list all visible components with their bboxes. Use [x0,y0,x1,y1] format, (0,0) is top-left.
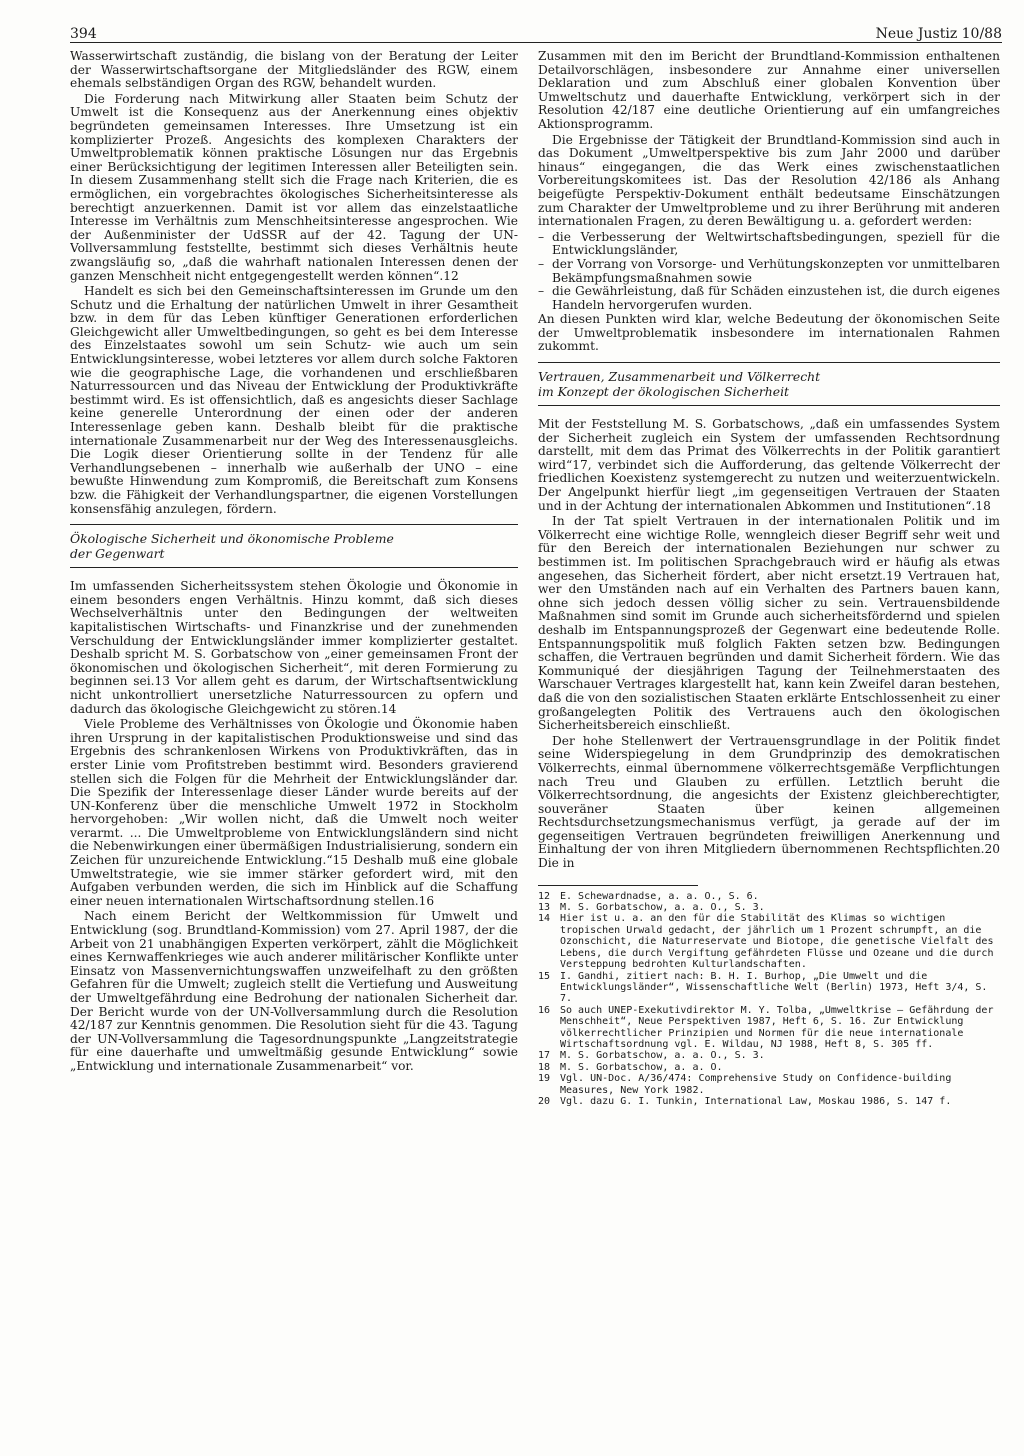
left-column [70,50,518,1442]
section-heading-line: Vertrauen, Zusammenarbeit und Völkerrecht [538,369,821,385]
footnote [538,913,1000,970]
footnote-number: 14 [538,913,551,925]
footnote-divider [538,885,698,886]
footnote-text: M. S. Gorbatschow, a. a. O., S. 3. [560,902,765,914]
footnotes [538,891,1000,1108]
paragraph: Im umfassenden Sicherheitssystem stehen Ökologie und Ökonomie in einem besonders engen Verhältnis. Hinzu kommt, daß sich dieses Wechselverhältnis unter den Bedingungen der weltweiten kapitalistischen Wirtschafts- und Finanzkrise und der zunehmenden Verschuldung der Entwicklungsländer immer komplizierter gestaltet. Deshalb spricht M. S. Gorbatschow von „einer gemeinsamen Front der ökonomischen und ökologischen Sicherheit“, mit deren Formierung zu beginnen sei.13 Vor allem geht es darum, der Wirtschaftsentwicklung nicht unkontrolliert unersetzliche Naturressourcen zu opfern und dadurch das ökologische Gleichgewicht zu stören.14 [70,579,518,716]
paragraph: Wasserwirtschaft zuständig, die bislang von der Beratung der Leiter der Wasserwirtschaftsorgane der Mitgliedsländer des RGW, einem ehemals selbständigen Organ des RGW, behandelt wurden. [70,50,518,91]
footnote [538,902,1000,913]
section-heading-line: im Konzept der ökologischen Sicherheit [538,384,790,400]
section-heading [70,524,518,568]
paragraph: Handelt es sich bei den Gemeinschaftsinteressen im Grunde um den Schutz und die Erhaltung der natürlichen Umwelt in ihrer Gesamtheit bzw. in dem für das Leben künftiger Generationen erforderlichen Gleichgewicht aller Umweltbedingungen, so geht es bei dem Interesse des Einzelstaates sowohl um sein Schutz- wie auch um sein Entwicklungsinteresse, wobei letzteres vor allem durch solche Faktoren wie die geographische Lage, die vorhandenen und erschließbaren Naturressourcen und das Niveau der Entwicklung der Produktivkräfte bestimmt wird. Es ist offensichtlich, daß es angesichts dieser Sachlage keine generelle Unterordnung der einen oder der anderen Interessenlage geben kann. Deshalb bleibt für die praktische internationale Zusammenarbeit nur der Weg des Interessenausgleichs. Die Logik dieser Orientierung sollte in der Tendenz für alle Verhandlungsebenen – innerhalb wie außerhalb der UNO – eine bewußte Hinwendung zum Kompromiß, die Bereitschaft zum Konsens bzw. die Fähigkeit der Verhandlungspartner, die eigenen Vorstellungen konsensfähig anzulegen, fördern. [70,284,518,516]
paragraph: Der hohe Stellenwert der Vertrauensgrundlage in der Politik findet seine Widerspiegelung in dem Grundprinzip des demokratischen Völkerrechts, einmal übernommene völkerrechtsgemäße Verpflichtungen nach Treu und Glauben zu erfüllen. Letztlich beruht die Völkerrechtsordnung, die angesichts der Existenz gleichberechtigter, souveräner Staaten über keinen allgemeinen Rechtsdurchsetzungsmechanismus verfügt, ja gerade auf der im gegenseitigen Vertrauen begründeten freiwilligen Anerkennung und Einhaltung der von ihren Mitgliedern übernommenen Rechtspflichten.20 Die in [538,733,1000,871]
footnote [538,1062,1000,1073]
section-heading-line: der Gegenwart [70,546,165,562]
footnote-text: Vgl. UN-Doc. A/36/474: Comprehensive Study on Confidence-building Measures, New York 1982. [560,1073,952,1096]
paragraph: Die Forderung nach Mitwirkung aller Staaten beim Schutz der Umwelt ist die Konsequenz aus der Anerkennung eines objektiv begründeten gemeinsamen Interesses. Ihre Umsetzung ist ein komplizierter Prozeß. Angesichts des komplexen Charakters der Umweltproblematik können praktische Lösungen nur das Ergebnis einer Berücksichtigung der legitimen Interessen aller Beteiligten sein. In diesem Zusammenhang stellt sich die Frage nach Kriterien, die es ermöglichen, ein vorgebrachtes ökologisches Sicherheitsinteresse als berechtigt anzuerkennen. Damit ist vor allem das einzelstaatliche Interesse im Verhältnis zum Menschheitsinteresse angesprochen. Wie der Außenminister der UdSSR auf der 42. Tagung der UN-Vollversammlung feststellte, bestimmt sich dieses Verhältnis heute zwangsläufig so, „daß die wahrhaft nationalen Interessen denen der ganzen Menschheit nicht entgegengestellt werden können“.12 [70,91,518,283]
footnote-number: 12 [538,890,551,902]
footnote-text: M. S. Gorbatschow, a. a. O., S. 3. [560,1050,765,1062]
paragraph: Nach einem Bericht der Weltkommission für Umwelt und Entwicklung (sog. Brundtland-Kommission) vom 27. April 1987, der die Arbeit von 21 unabhängigen Experten verkörpert, zählt die Möglichkeit eines Kernwaffenkrieges wie auch anderer militärischer Konflikte unter Einsatz von Massenvernichtungswaffen unzweifelhaft zu den größten Gefahren für die Umwelt; zugleich stellt die Vertiefung und Ausweitung der Umweltgefährdung eine Bedrohung der nationalen Sicherheit dar. Der Bericht wurde von der UN-Vollversammlung durch die Resolution 42/187 zur Kenntnis genommen. Die Resolution sieht für die 43. Tagung der UN-Vollversammlung die Tagesordnungspunkte „Langzeitstrategie für eine dauerhafte und umweltmäßig gesunde Entwicklung“ sowie „Entwicklung und internationale Zusammenarbeit“ vor. [70,909,518,1073]
footnote-number: 13 [538,902,551,914]
footnote-text: E. Schewardnadse, a. a. O., S. 6. [560,890,759,902]
paragraph: Viele Probleme des Verhältnisses von Ökologie und Ökonomie haben ihren Ursprung in der kapitalistischen Produktionsweise und sind das Ergebnis des schrankenlosen Wirkens von Produktivkräften, das in erster Linie vom Profitstreben bestimmt wird. Besonders gravierend stellen sich die Folgen für die Mehrheit der Entwicklungsländer dar. Die Spezifik der Interessenlage dieser Länder wurde bereits auf der UN-Konferenz über die menschliche Umwelt 1972 in Stockholm hervorgehoben: „Wir wollen nicht, daß die Umwelt noch weiter verarmt. ... Die Umweltprobleme von Entwicklungsländern sind nicht die Nebenwirkungen einer übermäßigen Industrialisierung, sondern ein Zeichen für unzureichende Entwicklung.“15 Deshalb muß eine globale Umweltstrategie, wie sie immer stärker gefordert wird, mit den Aufgaben verbunden werden, die sich im Hinblick auf die Schaffung einer neuen internationalen Wirtschaftsordnung stellen.16 [70,717,518,908]
footnote-number: 20 [538,1095,551,1107]
footnote-text: So auch UNEP-Exekutivdirektor M. Y. Tolba, „Umweltkrise – Gefährdung der Menschheit“, Neue Perspektiven 1987, Heft 6, S. 16. Zur Entwicklung völkerrechtlicher Prinzipien und Normen für die neue internationale Wirtschaftsordnung vgl. E. Wildau, NJ 1988, Heft 8, S. 305 ff. [560,1004,994,1050]
list-item: – die Gewährleistung, daß für Schäden einzustehen ist, die durch eigenes Handeln hervorgerufen wurden. [538,285,1000,312]
paragraph: Die Ergebnisse der Tätigkeit der Brundtland-Kommission sind auch in das Dokument „Umweltperspektive bis zum Jahr 2000 und darüber hinaus“ eingegangen, die das Werk eines zwischenstaatlichen Vorbereitungskomitees ist. Das der Resolution 42/186 als Anhang beigefügte Perspektiv-Dokument enthält bedeutsame Einschätzungen zum Charakter der Umweltprobleme und zu ihrer Berührung mit anderen internationalen Fragen, zu deren Bewältigung u. a. gefordert werden: [538,132,1000,229]
paragraph: In der Tat spielt Vertrauen in der internationalen Politik und im Völkerrecht eine wichtige Rolle, wenngleich dieser Begriff sehr weit und für den Bereich der internationalen Beziehungen nur schwer zu bestimmen ist. Im politischen Sprachgebrauch wird er häufig als etwas angesehen, das Sicherheit fördert, aber nicht ersetzt.19 Vertrauen hat, wer den Umständen nach auf ein Verhalten des Partners bauen kann, ohne sich jedoch dessen völlig sicher zu sein. Vertrauensbildende Maßnahmen sind somit im Grunde auch sicherheitsfördernd und spielen deshalb im Entspannungsprozeß der Gegenwart eine bedeutende Rolle. Entspannungspolitik muß folglich Fakten setzen bzw. Bedingungen schaffen, die Vertrauen begründen und damit Sicherheit fördern. Wie das Kommuniqué der diesjährigen Tagung der Teilnehmerstaaten des Warschauer Vertrages klargestellt hat, kann kein Zweifel daran bestehen, daß die von den sozialistischen Staaten erklärte Entschlossenheit zu einer großangelegten Politik des Vertrauens auch den ökologischen Sicherheitsbereich einschließt. [538,514,1000,733]
footnote-text: I. Gandhi, zitiert nach: B. H. I. Burhop, „Die Umwelt und die Entwicklungsländer“, Wissenschaftliche Welt (Berlin) 1973, Heft 3/4, S. 7. [560,970,988,1005]
paragraph: Mit der Feststellung M. S. Gorbatschows, „daß ein umfassendes System der Sicherheit zugleich ein System der umfassenden Rechtsordnung darstellt, mit dem das Primat des Völkerrechts in der Politik garantiert wird“17, verbindet sich die Aufforderung, das geltende Völkerrecht der friedlichen Koexistenz systemgerecht zu nutzen und weiterzuentwickeln. Der Angelpunkt hierfür liegt „im gegenseitigen Vertrauen der Staaten und in der Achtung der internationalen Abkommen und Institutionen“.18 [538,417,1000,513]
footnote [538,1050,1000,1061]
footnote [538,891,1000,902]
footnote [538,1073,1000,1096]
section-heading [538,362,1000,406]
footnote-text: M. S. Gorbatschow, a. a. O. [560,1061,723,1073]
journal-title: Neue Justiz 10/88 [875,26,1002,42]
paragraph: An diesen Punkten wird klar, welche Bedeutung der ökonomischen Seite der Umweltproblematik insbesondere im internationalen Rahmen zukommt. [538,312,1000,354]
footnote [538,971,1000,1005]
right-column [538,50,1000,1442]
footnote-number: 18 [538,1061,551,1073]
footnote-text: Hier ist u. a. an den für die Stabilität des Klimas so wichtigen tropischen Urwald gedacht, der jährlich um 1 Prozent schrumpft, an die Ozonschicht, die Naturreservate und Biotope, die genetische Vielfalt des Lebens, die durch Vergiftung gefährdeten Flüsse und Ozeane und die durch Versteppung bedrohten Kulturlandschaften. [560,913,994,971]
page-number: 394 [70,26,97,42]
dash-list [538,231,1000,313]
footnote-text: Vgl. dazu G. I. Tunkin, International Law, Moskau 1986, S. 147 f. [560,1095,952,1107]
footnote [538,1096,1000,1107]
footnote-number: 19 [538,1073,551,1085]
list-item: – die Verbesserung der Weltwirtschaftsbedingungen, speziell für die Entwicklungsländer, [538,231,1000,258]
footnote-number: 15 [538,970,551,982]
section-heading-line: Ökologische Sicherheit und ökonomische Probleme [70,531,394,547]
footnote-number: 16 [538,1004,551,1016]
paragraph: Zusammen mit den im Bericht der Brundtland-Kommission enthaltenen Detailvorschlägen, insbesondere zur Annahme einer universellen Deklaration und zum Abschluß einer globalen Konvention über Umweltschutz und dauerhafte Entwicklung, verkörpert sich in der Resolution 42/187 eine deutliche Orientierung auf ein umfangreiches Aktionsprogramm. [538,50,1000,131]
list-item: – der Vorrang von Vorsorge- und Verhütungskonzepten vor unmittelbaren Bekämpfungsmaßnahmen sowie [538,258,1000,285]
footnote [538,1005,1000,1051]
page-header [70,20,1002,43]
footnote-number: 17 [538,1050,551,1062]
